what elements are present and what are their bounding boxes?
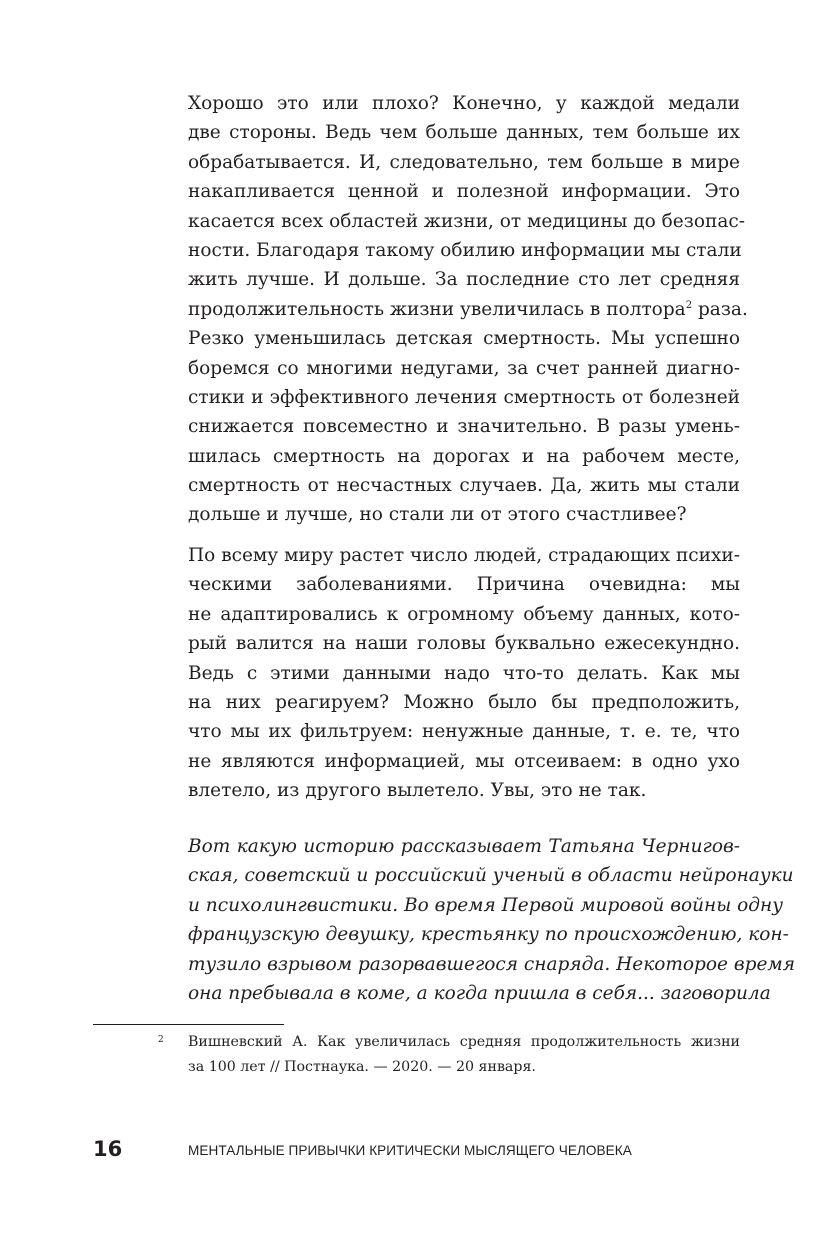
text-line: не адаптировались к огромному объему данных, кото- [188, 603, 740, 625]
text-line: боремся со многими недугами, за счет ранней диагно- [188, 357, 740, 379]
footnote-divider [93, 1024, 284, 1025]
text-line: что мы их фильтруем: ненужные данные, т. е. те, что [188, 721, 740, 743]
text-line: смертность от несчастных случаев. Да, жить мы стали [188, 475, 740, 497]
text-line: ская, советский и российский ученый в области нейронауки [188, 865, 794, 887]
text-line: влетело, из другого вылетело. Увы, это не так. [188, 780, 647, 802]
text-line: По всему миру растет число людей, страдающих психи- [188, 545, 740, 566]
text-line: ности. Благодаря такому обилию информации мы стали [188, 239, 742, 261]
text-line: французскую девушку, крестьянку по происхождению, кон- [188, 924, 789, 946]
text-line: она пребывала в коме, а когда пришла в себя... заговорила [188, 982, 771, 1004]
text-line: жить лучше. И дольше. За последние сто лет средняя [188, 269, 740, 291]
text-line: дольше и лучше, но стали ли от этого счастливее? [188, 504, 687, 526]
paragraph-3-italic [188, 832, 796, 1008]
footnote-line: Вишневский А. Как увеличилась средняя продолжительность жизни [188, 1034, 740, 1050]
footnote-line: за 100 лет // Постнаука. — 2020. — 20 января. [188, 1059, 536, 1075]
running-title: МЕНТАЛЬНЫЕ ПРИВЫЧКИ КРИТИЧЕСКИ МЫСЛЯЩЕГО ЧЕЛОВЕКА [188, 1143, 632, 1158]
text-line: и психолингвистики. Во время Первой мировой войны одну [188, 894, 783, 916]
text-line: стики и эффективного лечения смертность от болезней [188, 386, 740, 408]
text-line: не являются информацией, мы отсеиваем: в одно ухо [188, 750, 740, 772]
text-line: две стороны. Ведь чем больше данных, тем больше их [188, 122, 740, 144]
text-line: снижается повсеместно и значительно. В разы умень- [188, 416, 740, 438]
text-line: касается всех областей жизни, от медицины до безопас- [188, 210, 745, 232]
text-line: накапливается ценной и полезной информации. Это [188, 181, 740, 203]
text-line: ческими заболеваниями. Причина очевидна: мы [188, 574, 740, 596]
text-line-with-footnote [188, 295, 748, 324]
text-fragment: продолжительность жизни увеличилась в полтора [188, 298, 686, 320]
page-number: 16 [93, 1137, 123, 1161]
footnote-marker: 2 [158, 1035, 164, 1045]
footnote [188, 1030, 740, 1080]
paragraph-2 [188, 541, 740, 806]
paragraph-1 [188, 89, 748, 530]
text-line: обрабатывается. И, следовательно, тем больше в мире [188, 151, 740, 173]
text-line: шилась смертность на дорогах и на рабочем месте, [188, 445, 740, 467]
text-line: рый валится на наши головы буквально ежесекундно. [188, 633, 740, 655]
text-line: Ведь с этими данными надо что-то делать. Как мы [188, 662, 740, 684]
text-line: тузило взрывом разорвавшегося снаряда. Некоторое время [188, 953, 796, 975]
text-line: Вот какую историю рассказывает Татьяна Чернигов- [188, 836, 740, 857]
text-line: Хорошо это или плохо? Конечно, у каждой медали [188, 93, 740, 114]
footnote-reference[interactable]: 2 [685, 299, 693, 311]
text-line: Резко уменьшилась детская смертность. Мы успешно [188, 328, 740, 350]
text-fragment: раза. [697, 298, 748, 320]
text-line: на них реагируем? Можно было бы предположить, [188, 691, 740, 713]
